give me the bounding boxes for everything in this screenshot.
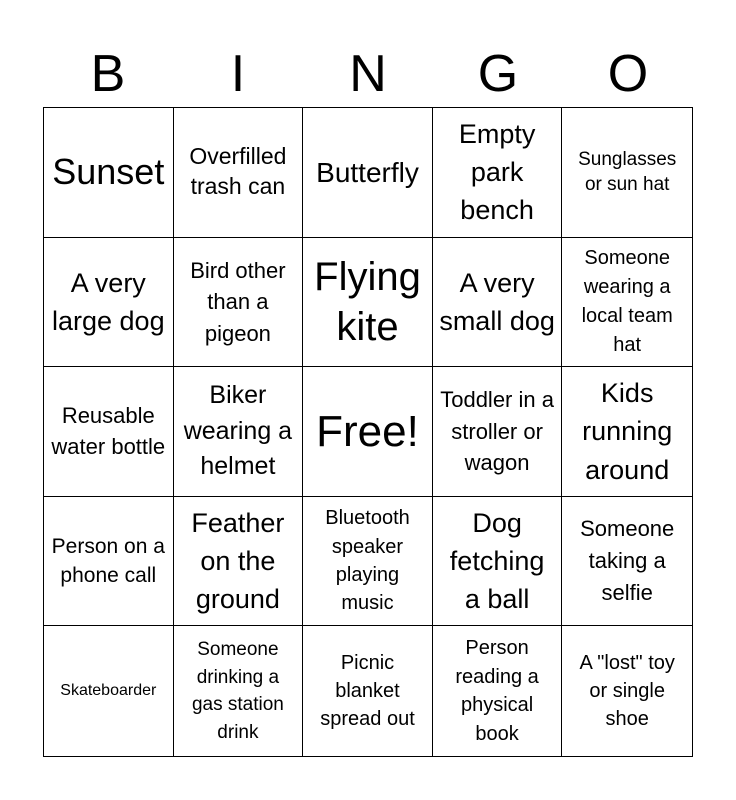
header-letter-i: I [230,45,246,103]
bingo-cell[interactable] [44,238,174,368]
cell-label: Kids running around [582,378,673,485]
bingo-cell[interactable] [562,497,692,627]
cell-label: Person reading a physical book [455,637,539,745]
cell-label: Someone taking a selfie [580,516,675,606]
cell-label: Flying kite [314,254,421,349]
cell-label: Sunset [52,150,165,192]
cell-label: Overfilled trash can [189,143,287,200]
bingo-cell[interactable] [174,626,304,756]
cell-label: Bluetooth speaker playing music [325,507,410,615]
bingo-cell[interactable] [433,367,563,497]
cell-label: Someone wearing a local team hat [581,246,673,356]
bingo-cell[interactable] [562,238,692,368]
bingo-cell[interactable] [44,497,174,627]
cell-label: A "lost" toy or single shoe [579,651,675,731]
bingo-cell[interactable] [433,626,563,756]
header-letter-o: O [607,45,649,103]
bingo-board [43,107,693,757]
bingo-cell[interactable] [303,497,433,627]
cell-label: Biker wearing a helmet [183,381,293,481]
cell-label: Skateboarder [60,681,157,699]
bingo-cell[interactable] [174,367,304,497]
cell-label: Feather on the ground [191,507,285,615]
cell-label: Picnic blanket spread out [320,651,415,731]
cell-label: Butterfly [316,156,419,188]
cell-label: A very small dog [439,267,555,336]
bingo-cell[interactable] [44,108,174,238]
cell-label: Dog fetching a ball [449,507,545,615]
bingo-cell[interactable] [433,497,563,627]
cell-label: Person on a phone call [51,534,165,588]
cell-label: Toddler in a stroller or wagon [440,386,554,476]
bingo-cell[interactable] [433,238,563,368]
bingo-cell[interactable] [303,626,433,756]
bingo-cell[interactable] [562,367,692,497]
bingo-cell[interactable] [562,626,692,756]
cell-label: Reusable water bottle [51,402,166,460]
cell-label: Someone drinking a gas station drink [191,639,284,743]
bingo-cell[interactable] [303,238,433,368]
header-letter-n: N [349,45,387,103]
bingo-cell[interactable] [44,367,174,497]
cell-label: Free! [316,406,419,456]
bingo-cell[interactable] [174,497,304,627]
bingo-cell[interactable] [44,626,174,756]
bingo-cell[interactable] [562,108,692,238]
header-letter-g: G [477,45,519,103]
bingo-header [43,40,693,108]
cell-label: Sunglasses or sun hat [578,148,677,196]
cell-label: Bird other than a pigeon [190,258,286,346]
cell-label: A very large dog [52,267,165,336]
bingo-cell[interactable] [433,108,563,238]
bingo-cell[interactable] [174,108,304,238]
bingo-cell[interactable] [303,367,433,497]
header-letter-b: B [90,45,126,103]
bingo-cell[interactable] [174,238,304,368]
cell-label: Empty park bench [458,118,536,226]
bingo-cell[interactable] [303,108,433,238]
